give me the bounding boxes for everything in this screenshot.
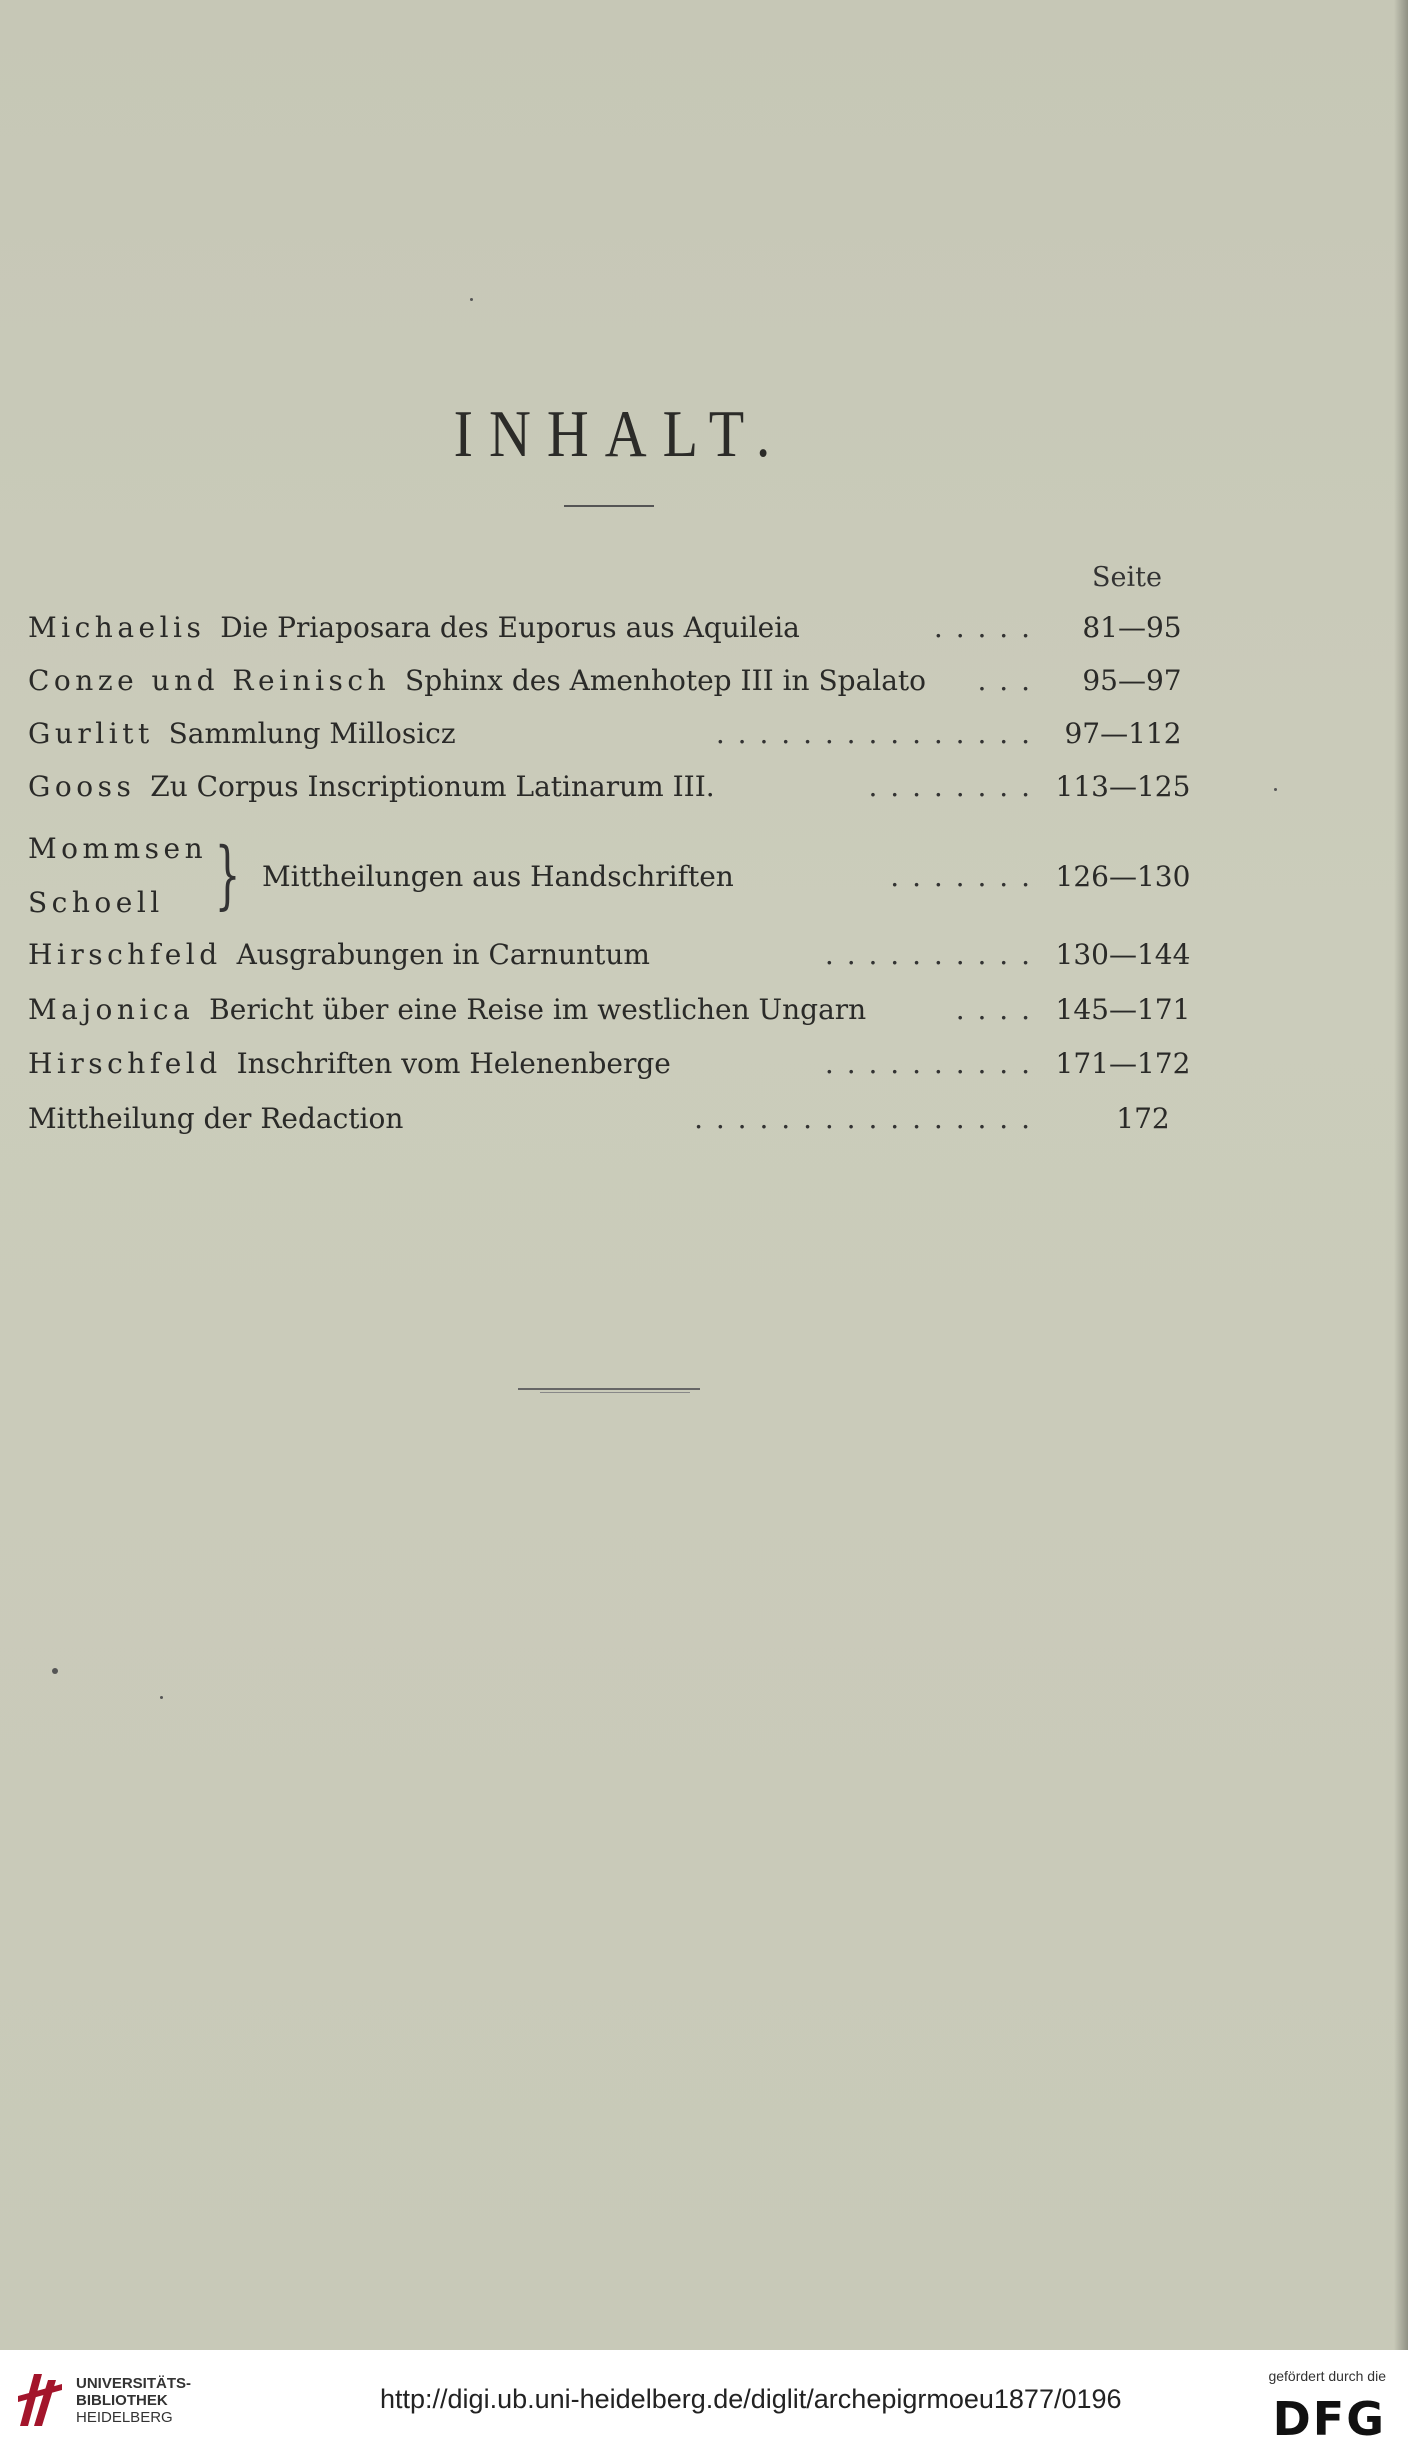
toc-entry (28, 935, 1198, 975)
toc-page-range: 113—125 (1055, 770, 1191, 803)
toc-title: Sammlung Millosicz (168, 717, 456, 750)
toc-author: Gurlitt (28, 717, 154, 750)
dfg-caption: gefördert durch die (1268, 2368, 1386, 2384)
toc-author: Schoell (28, 886, 164, 919)
toc-page-range: 130—144 (1055, 938, 1191, 971)
library-line: HEIDELBERG (76, 2409, 173, 2426)
closing-rule (540, 1392, 690, 1393)
heading-rule (564, 505, 654, 507)
toc-leader-dots: . . . . . . . . . . (824, 1047, 1032, 1080)
toc-page-range: 81—95 (1082, 611, 1182, 644)
toc-author: Hirschfeld (28, 1047, 222, 1080)
toc-leader-dots: . . . . . (933, 611, 1032, 644)
paper-speck (470, 298, 473, 301)
toc-author: Majonica (28, 993, 195, 1026)
paper-speck (1274, 788, 1277, 791)
library-name (76, 2375, 191, 2426)
brace-icon: } (214, 832, 241, 918)
toc-author: Michaelis (28, 611, 206, 644)
toc-leader-dots: . . . . . . . . (868, 770, 1032, 803)
toc-title: Sphinx des Amenhotep III in Spalato (405, 664, 927, 697)
toc-entry (28, 661, 1198, 701)
toc-entry (28, 990, 1198, 1030)
paper-speck (52, 1668, 58, 1674)
toc-entry (28, 714, 1198, 754)
footer-bar (0, 2350, 1408, 2454)
page-column-label: Seite (1092, 562, 1162, 593)
source-url-link[interactable]: http://digi.ub.uni-heidelberg.de/diglit/archepigrmoeu1877/0196 (380, 2384, 1122, 2414)
toc-author: Conze und Reinisch (28, 664, 391, 697)
toc-title: Zu Corpus Inscriptionum Latinarum III. (150, 770, 715, 803)
toc-entry (28, 857, 1198, 897)
toc-title: Inschriften vom Helenenberge (236, 1047, 671, 1080)
toc-title: Mittheilung der Redaction (28, 1102, 404, 1135)
toc-entry (28, 1099, 1198, 1139)
toc-title: Bericht über eine Reise im westlichen Ungarn (209, 993, 867, 1026)
toc-page-range: 97—112 (1064, 717, 1182, 750)
page-edge-shadow (1394, 0, 1408, 2350)
toc-title: Mittheilungen aus Handschriften (262, 860, 734, 893)
closing-rule (518, 1388, 700, 1390)
toc-entry (28, 1044, 1198, 1084)
page-heading: INHALT. (453, 396, 787, 471)
toc-title: Die Priaposara des Euporus aus Aquileia (220, 611, 800, 644)
toc-leader-dots: . . . . . . . . . . (824, 938, 1032, 971)
toc-page-range: 126—130 (1055, 860, 1191, 893)
toc-author: Hirschfeld (28, 938, 222, 971)
university-library-logo-icon (16, 2366, 66, 2432)
dfg-logo: DFG (1272, 2392, 1386, 2446)
toc-entry (28, 767, 1198, 807)
toc-leader-dots: . . . . (955, 993, 1032, 1026)
toc-page-range: 171—172 (1055, 1047, 1191, 1080)
library-line: UNIVERSITÄTS- (76, 2375, 192, 2392)
toc-leader-dots: . . . . . . . . . . . . . . . . (694, 1102, 1032, 1135)
toc-leader-dots: . . . . . . . . . . . . . . . (715, 717, 1032, 750)
toc-author: Gooss (28, 770, 136, 803)
toc-author: Mommsen (28, 832, 208, 865)
toc-leader-dots: . . . . . . . (890, 860, 1032, 893)
toc-entry (28, 608, 1198, 648)
paper-speck (160, 1696, 163, 1699)
toc-page-range: 95—97 (1082, 664, 1182, 697)
library-line: BIBLIOTHEK (76, 2392, 168, 2409)
toc-page-range: 172 (1116, 1102, 1170, 1135)
toc-page-range: 145—171 (1055, 993, 1191, 1026)
toc-title: Ausgrabungen in Carnuntum (236, 938, 650, 971)
toc-leader-dots: . . . (977, 664, 1032, 697)
